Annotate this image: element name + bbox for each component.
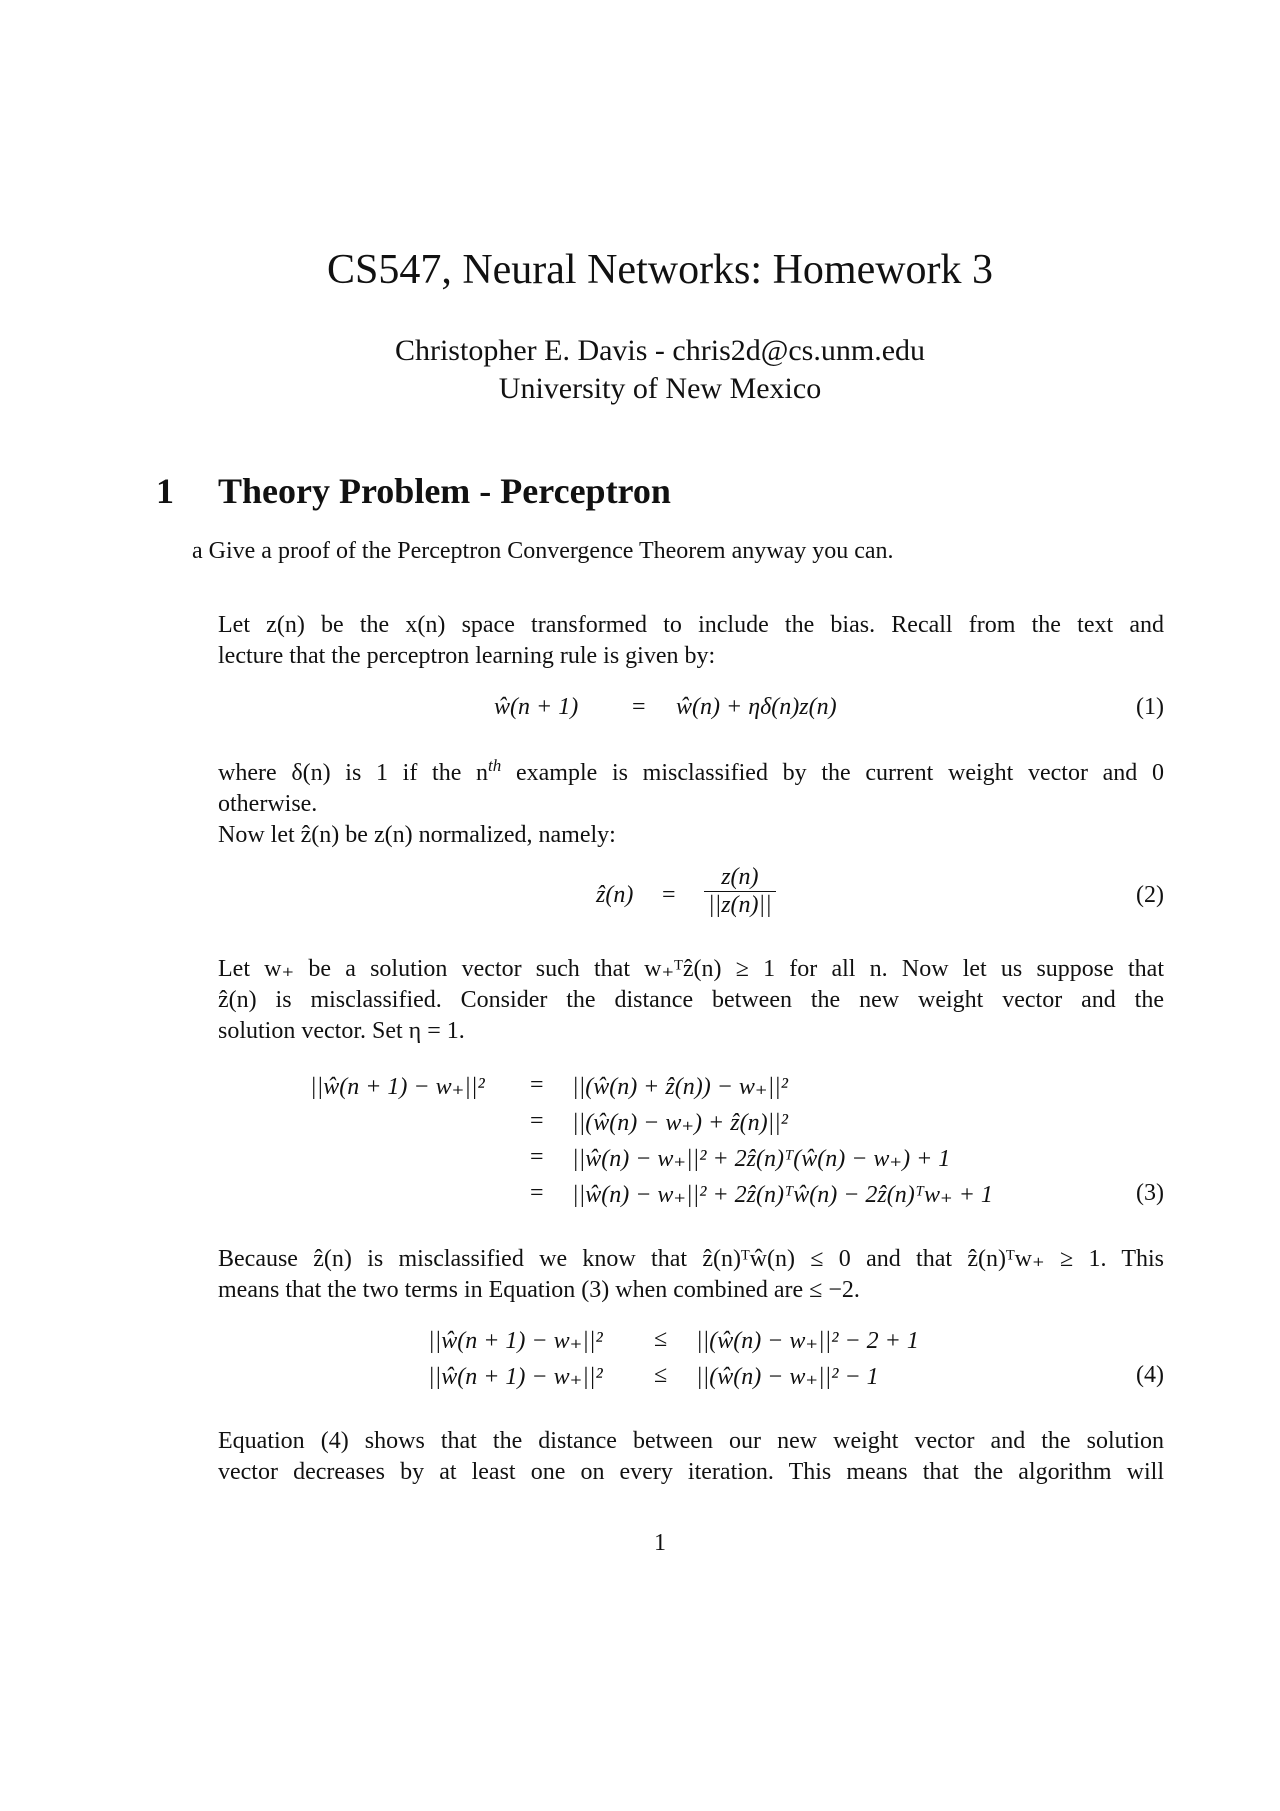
equation-3-row: ||ŵ(n) − w₊||² + 2ẑ(n)ᵀŵ(n) − 2ẑ(n)ᵀw₊ + 1 — [572, 1182, 993, 1208]
equation-3-rel: = — [530, 1180, 544, 1206]
equation-3-rel: = — [530, 1144, 544, 1170]
section-number: 1 — [156, 471, 174, 511]
page-title: CS547, Neural Networks: Homework 3 — [326, 247, 994, 293]
equation-3-row: ||ŵ(n) − w₊||² + 2ẑ(n)ᵀ(ŵ(n) − w₊) + 1 — [572, 1146, 951, 1172]
paragraph-line: solution vector. Set η = 1. — [218, 1018, 465, 1044]
equation-3-row: ||(ŵ(n) + ẑ(n)) − w₊||² — [572, 1074, 788, 1100]
equation-4-number: (4) — [1136, 1362, 1164, 1388]
equation-3-number: (3) — [1136, 1180, 1164, 1206]
fraction-numerator: z(n) — [704, 864, 776, 892]
paragraph-line: Let w₊ be a solution vector such that w₊ᵀẑ(n) ≥ 1 for all n. Now let us suppose that — [218, 956, 1164, 982]
equation-4-rhs: ||(ŵ(n) − w₊||² − 2 + 1 — [696, 1328, 919, 1354]
equation-3-lhs: ||ŵ(n + 1) − w₊||² — [310, 1074, 485, 1100]
fraction — [704, 864, 776, 919]
paragraph-line: Let z(n) be the x(n) space transformed to include the bias. Recall from the text and — [218, 612, 1164, 638]
equation-3-rel: = — [530, 1072, 544, 1098]
paragraph-line: Because ẑ(n) is misclassified we know that ẑ(n)ᵀŵ(n) ≤ 0 and that ẑ(n)ᵀw₊ ≥ 1. This — [218, 1246, 1164, 1272]
paragraph-line: ẑ(n) is misclassified. Consider the distance between the new weight vector and the — [218, 987, 1164, 1013]
paragraph-intro — [218, 610, 1164, 672]
problem-statement: a Give a proof of the Perceptron Convergence Theorem anyway you can. — [192, 538, 894, 564]
paragraph-misclassified — [218, 1244, 1164, 1306]
paragraph-solution-vector — [218, 954, 1164, 1047]
paragraph-line: lecture that the perceptron learning rule is given by: — [218, 643, 716, 669]
page-number: 1 — [654, 1530, 666, 1556]
equation-2-number: (2) — [1136, 882, 1164, 908]
equation-4-lhs: ||ŵ(n + 1) − w₊||² — [428, 1328, 603, 1354]
equation-1-rhs: ŵ(n) + ηδ(n)z(n) — [676, 694, 837, 720]
equation-4-lhs: ||ŵ(n + 1) − w₊||² — [428, 1364, 603, 1390]
paragraph-delta — [218, 750, 1164, 851]
equation-2-rel: = — [662, 882, 676, 908]
paragraph-conclusion — [218, 1426, 1164, 1488]
equation-1-rel: = — [632, 694, 646, 720]
equation-2-fraction — [704, 864, 776, 919]
paragraph-line: where δ(n) is 1 if the $n^{th}$ example is misclassified by the current weight vector and 0 — [218, 756, 1164, 786]
equation-3-rel: = — [530, 1108, 544, 1134]
equation-3-row: ||(ŵ(n) − w₊) + ẑ(n)||² — [572, 1110, 788, 1136]
equation-2-lhs: ẑ(n) — [596, 882, 634, 908]
paragraph-line: Now let ẑ(n) be z(n) normalized, namely: — [218, 822, 616, 848]
author-line: Christopher E. Davis - chris2d@cs.unm.edu — [394, 334, 926, 367]
equation-4-rhs: ||(ŵ(n) − w₊||² − 1 — [696, 1364, 879, 1390]
paragraph-line: means that the two terms in Equation (3) when combined are ≤ −2. — [218, 1277, 860, 1303]
paragraph-line: vector decreases by at least one on every iteration. This means that the algorithm will — [218, 1459, 1164, 1485]
equation-1-number: (1) — [1136, 694, 1164, 720]
paragraph-line: Equation (4) shows that the distance between our new weight vector and the solution — [218, 1428, 1164, 1454]
equation-4-rel: ≤ — [654, 1326, 668, 1352]
affiliation: University of New Mexico — [498, 372, 822, 405]
section-title: Theory Problem - Perceptron — [218, 471, 671, 511]
equation-4-rel: ≤ — [654, 1362, 668, 1388]
paragraph-line: otherwise. — [218, 791, 318, 817]
equation-1-lhs: ŵ(n + 1) — [494, 694, 579, 720]
fraction-denominator: ||z(n)|| — [708, 892, 772, 918]
